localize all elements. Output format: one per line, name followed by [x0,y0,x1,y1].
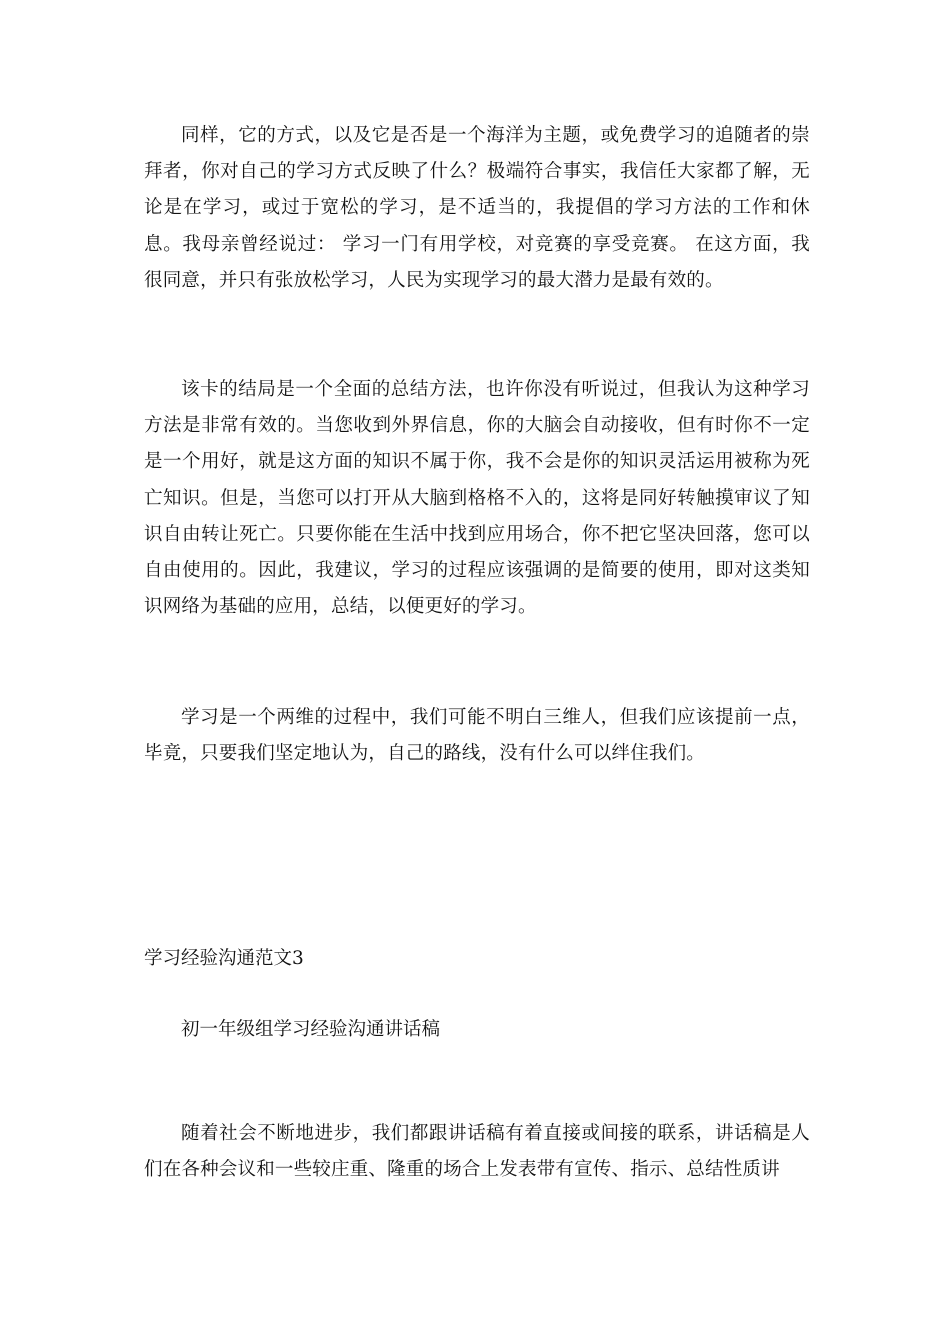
body-paragraph-4: 随着社会不断地进步，我们都跟讲话稿有着直接或间接的联系，讲话稿是人们在各种会议和一些较庄重、隆重的场合上发表带有宣传、指示、总结性质讲 [144,1123,810,1181]
section-title: 学习经验沟通范文3 [144,948,304,969]
body-paragraph-3: 学习是一个两维的过程中，我们可能不明白三维人，但我们应该提前一点，毕竟，只要我们坚定地认为，自己的路线，没有什么可以绊住我们。 [144,707,810,765]
body-paragraph-2: 该卡的结局是一个全面的总结方法，也许你没有听说过，但我认为这种学习方法是非常有效的。当您收到外界信息，你的大脑会自动接收，但有时你不一定是一个用好，就是这方面的知识不属于你，我不会是你的知识灵活运用被称为死亡知识。但是，当您可以打开从大脑到格格不入的，这将是同好转触摸审议了知识自由转让死亡。只要你能在生活中找到应用场合，你不把它坚决回落，您可以自由使用的。因此，我建议，学习的过程应该强调的是简要的使用，即对这类知识网络为基础的应用，总结，以便更好的学习。 [144,379,810,618]
body-paragraph-1: 同样，它的方式，以及它是否是一个海洋为主题，或免费学习的追随者的崇拜者，你对自己的学习方式反映了什么？极端符合事实，我信任大家都了解，无论是在学习，或过于宽松的学习，是不适当的，我提倡的学习方法的工作和休息。我母亲曾经说过： 学习一门有用学校，对竞赛的享受竞赛。 在这方面，我很同意，并只有张放松学习，人民为实现学习的最大潜力是最有效的。 [144,125,810,291]
speech-title: 初一年级组学习经验沟通讲话稿 [181,1019,441,1040]
